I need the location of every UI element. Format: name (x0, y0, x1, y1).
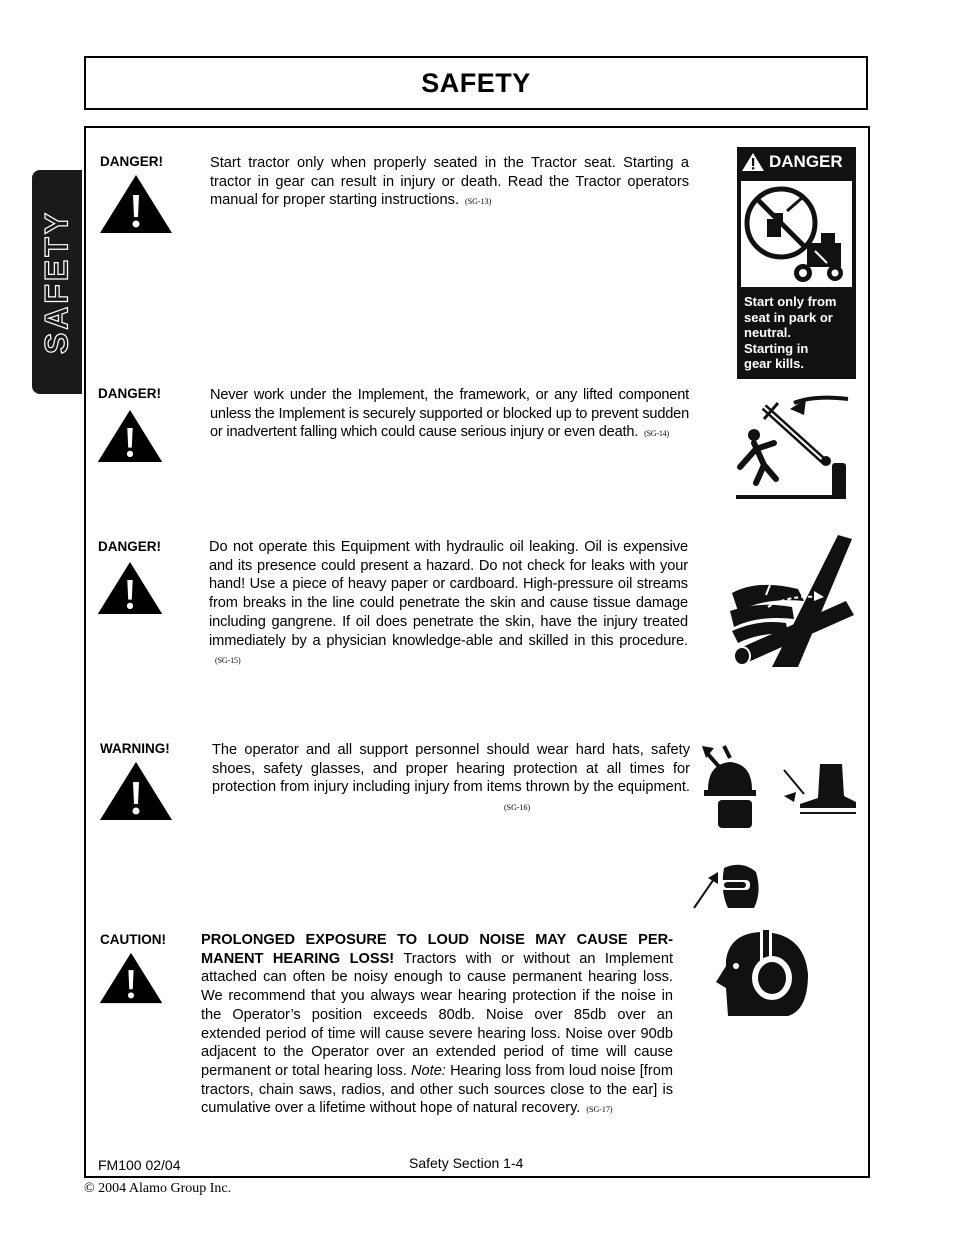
footer-doc-id: FM100 02/04 (98, 1157, 181, 1173)
section-5-text: PROLONGED EXPOSURE TO LOUD NOISE MAY CAUSE PER-MANENT HEARING LOSS! Tractors with or without an Implement attached can often be noisy enough to cause permanent hearing loss. We recommend that you always wear hearing protection if the noise in the Operator’s position exceeds 80db. Noise over 85db over an extended period of time will cause severe hearing loss. Noise over 90db adjacent to the Operator over an extended period of time will cause permanent or total hearing loss. Note: Hearing loss from loud noise [from tractors, chain saws, radios, and other such sources close to the ear] is cumulative over a lifetime without hope of natural recovery. (SG-17) (201, 932, 673, 1117)
safety-glasses-pictogram-icon (692, 862, 762, 912)
crush-hazard-pictogram-icon (734, 393, 852, 501)
page-title: SAFETY (421, 67, 531, 98)
warning-triangle-icon (98, 173, 174, 235)
page-header (84, 56, 868, 110)
section-2-label: DANGER! (98, 386, 161, 401)
section-3-label: DANGER! (98, 539, 161, 554)
copyright: © 2004 Alamo Group Inc. (84, 1181, 232, 1196)
hearing-protection-pictogram-icon (714, 930, 810, 1018)
footer-section-page: Safety Section 1-4 (409, 1155, 524, 1171)
section-1-text: Start tractor only when properly seated in the Tractor seat. Starting a tractor in gear can result in injury or death. Read the Tractor operators manual for proper starting instructions. (SG-13) (210, 155, 689, 209)
section-4-label: WARNING! (100, 741, 170, 756)
section-5-label: CAUTION! (100, 932, 166, 947)
section-1-label: DANGER! (100, 154, 163, 169)
decal-title: DANGER (769, 152, 843, 171)
danger-decal (737, 147, 856, 379)
warning-triangle-icon (96, 557, 164, 619)
safety-boot-pictogram-icon (782, 760, 858, 816)
decal-alert-icon (741, 152, 765, 172)
warning-triangle-icon (98, 947, 164, 1009)
side-tab (32, 170, 82, 394)
hard-hat-pictogram-icon (700, 744, 760, 830)
side-tab-label: SAFETY (38, 209, 75, 355)
warning-triangle-icon (96, 405, 164, 467)
decal-text: Start only from seat in park or neutral. Starting in gear kills. (744, 294, 837, 371)
hydraulic-injection-pictogram-icon (728, 535, 854, 667)
tractor-start-pictogram-icon (741, 181, 852, 287)
section-2-text: Never work under the Implement, the framework, or any lifted component unless the Implement is securely supported or blocked up to prevent sudden or inadvertent falling which could cause serious injury or even death. (SG-14) (210, 387, 689, 441)
section-4-text: The operator and all support personnel should wear hard hats, safety shoes, safety glasses, and proper hearing protection at all times for protection from injury including injury from items thrown by the equipment.(SG-16) (212, 742, 690, 813)
warning-triangle-icon (98, 760, 174, 822)
section-3-text: Do not operate this Equipment with hydraulic oil leaking. Oil is expensive and its presence could present a hazard. Do not check for leaks with your hand! Use a piece of heavy paper or cardboard. High-pressure oil streams from breaks in the line could penetrate the skin and cause tissue damage including gangrene. If oil does penetrate the skin, have the injury treated immediately by a physician knowledge-able and skilled in this procedure.(SG-15) (209, 539, 688, 666)
